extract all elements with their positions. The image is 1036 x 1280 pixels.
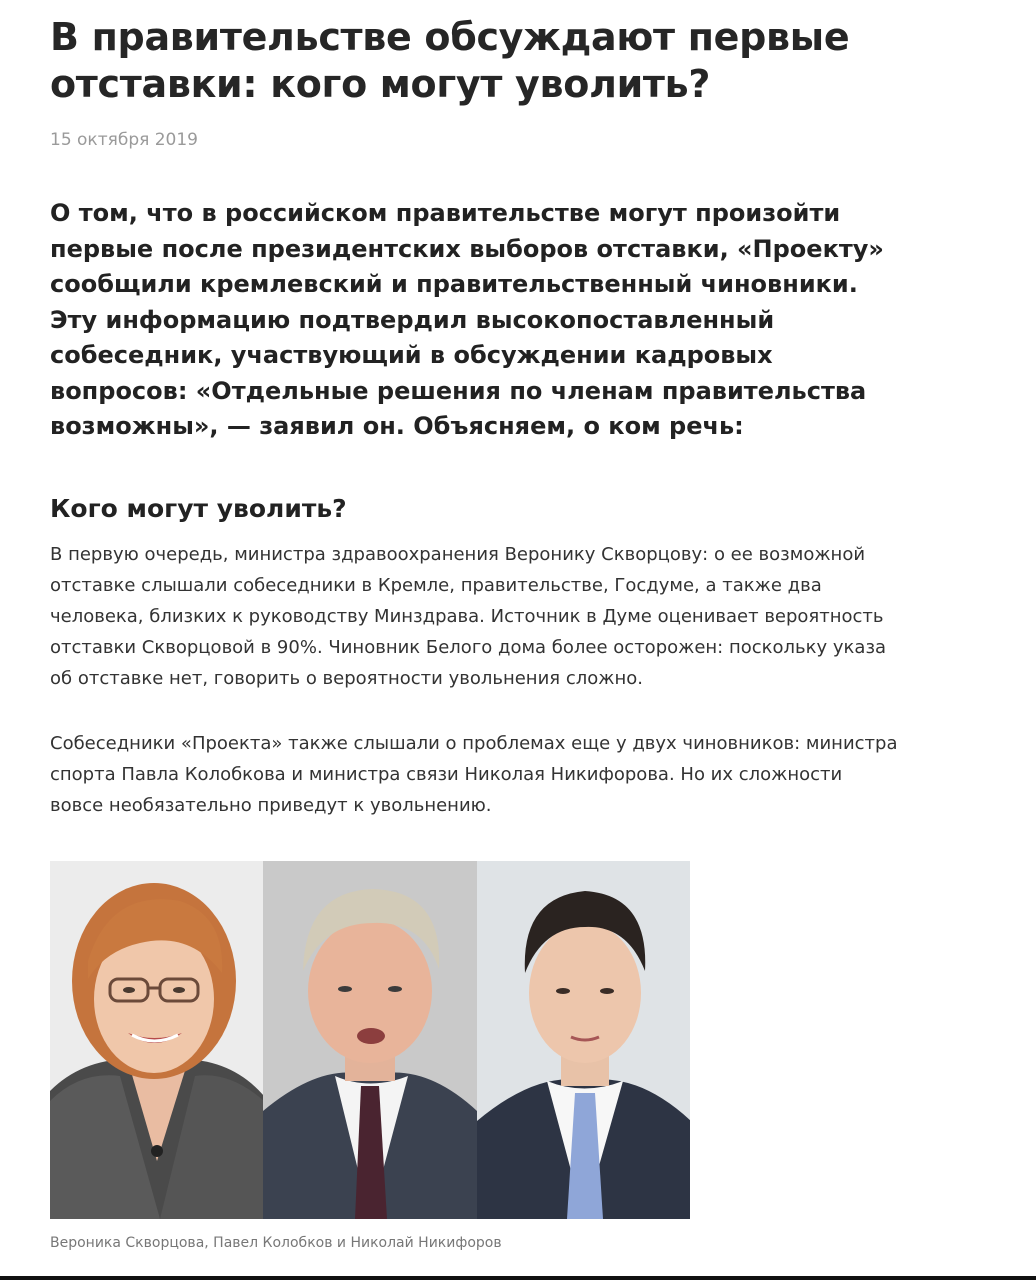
section-heading: Кого могут уволить? <box>50 493 347 523</box>
article-date: 15 октября 2019 <box>50 130 199 150</box>
portrait-skvortsova <box>50 861 263 1219</box>
paragraph-1: В первую очередь, министра здравоохранения Веронику Скворцову: о ее возможной отставке слышали собеседники в Кремле, правительстве, Госдуме, а также два человека, близких к руководству Минздрава. Источник в Думе оценивает вероятность отставки Скворцовой в 90%. Чиновник Белого дома более осторожен: поскольку указа об отставке нет, говорить о вероятности увольнения сложно. <box>50 543 887 689</box>
article-photo <box>50 861 690 1219</box>
portrait-kolobkov <box>263 861 476 1219</box>
article-lead: О том, что в российском правительстве могут произойти первые после президентских выборов отставки, «Проекту» сообщили кремлевский и правительственный чиновники. Эту информацию подтвердил высокопоставленный собеседник, участвующий в обсуждении кадровых вопросов: «Отдельные решения по членам правительства возможны», — заявил он. Объясняем, о ком речь: <box>50 199 884 440</box>
portrait-nikiforov <box>477 861 690 1219</box>
page-bottom-bar <box>0 1276 1036 1280</box>
photo-caption: Вероника Скворцова, Павел Колобков и Николай Никифоров <box>50 1234 502 1251</box>
paragraph-2: Собеседники «Проекта» также слышали о проблемах еще у двух чиновников: министра спорта Павла Колобкова и министра связи Николая Никифорова. Но их сложности вовсе необязательно приведут к увольнению. <box>50 732 898 816</box>
article <box>50 0 930 1251</box>
article-title: В правительстве обсуждают первые отставки: кого могут уволить? <box>50 15 850 106</box>
